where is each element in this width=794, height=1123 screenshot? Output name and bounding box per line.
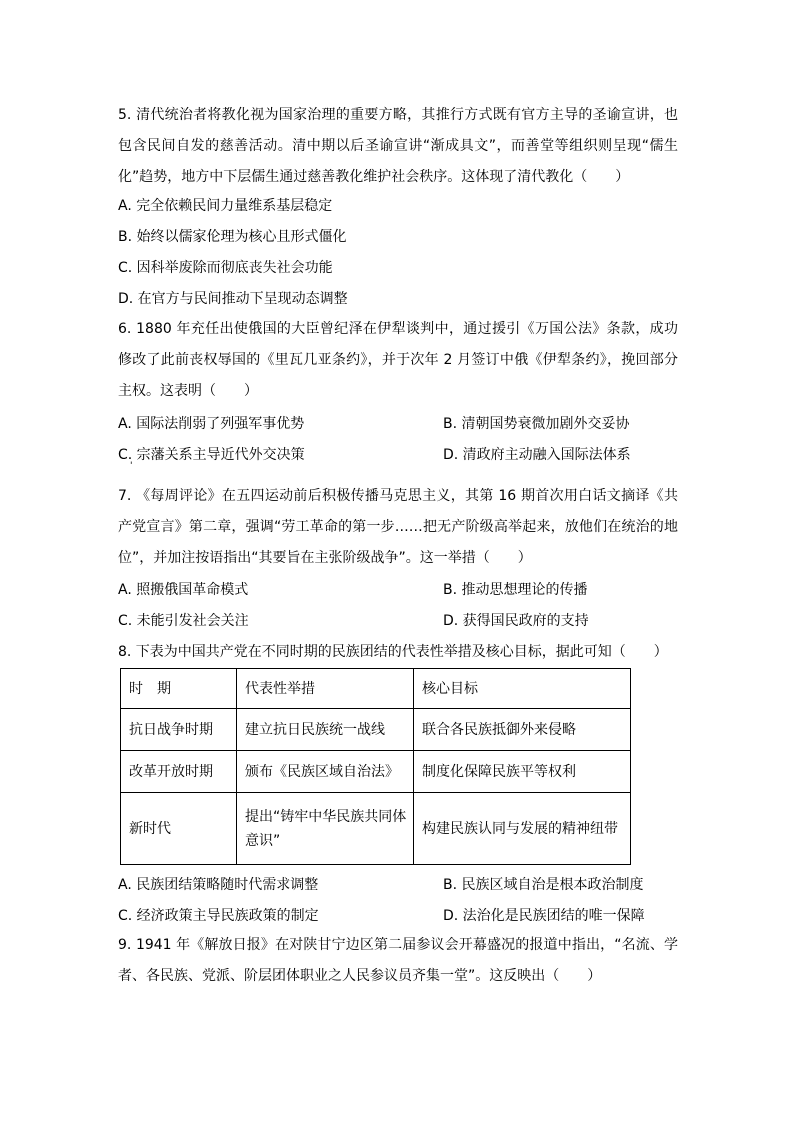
question-6-option-c: C. 宗藩关系主导近代外交决策 — [118, 447, 305, 463]
question-8-stem: 8. 下表为中国共产党在不同时期的民族团结的代表性举措及核心目标，据此可知（ ） — [118, 644, 668, 660]
question-8-option-d: D. 法治化是民族团结的唯一保障 — [443, 908, 645, 924]
table-header-row — [121, 669, 631, 709]
question-7-stem: 7. 《每周评论》在五四运动前后积极传播马克思主义，其第 16 期首次用白话文摘译《共产党宣言》第二章，强调“劳工革命的第一步……把无产阶级高举起来，放他们在统治的地位”，并加注按语指出“其要旨在主张阶级战争”。这一举措（ ） — [118, 488, 678, 566]
question-5-option-a: A. 完全依赖民间力量维系基层稳定 — [118, 198, 333, 214]
table-cell: 制度化保障民族平等权利 — [414, 751, 631, 793]
question-7-option-b: B. 推动思想理论的传播 — [443, 582, 588, 598]
table-row — [121, 793, 631, 865]
table-row — [121, 751, 631, 793]
question-6-option-b: B. 清朝国势衰微加剧外交妥协 — [443, 416, 630, 432]
policy-table — [120, 668, 631, 865]
table-cell: 提出“铸牢中华民族共同体意识” — [237, 793, 414, 865]
stray-mark: ' — [130, 461, 133, 471]
table-header-cell: 时 期 — [121, 669, 237, 709]
question-5-option-d: D. 在官方与民间推动下呈现动态调整 — [118, 291, 348, 307]
question-7-option-a: A. 照搬俄国革命模式 — [118, 582, 249, 598]
question-5-option-b: B. 始终以儒家伦理为核心且形式僵化 — [118, 229, 347, 245]
question-8-option-c: C. 经济政策主导民族政策的制定 — [118, 908, 319, 924]
table-header-cell: 代表性举措 — [237, 669, 414, 709]
question-5-option-c: C. 因科举废除而彻底丧失社会功能 — [118, 260, 333, 276]
question-6-stem: 6. 1880 年充任出使俄国的大臣曾纪泽在伊犁谈判中，通过援引《万国公法》条款，成功修改了此前丧权辱国的《里瓦几亚条约》，并于次年 2 月签订中俄《伊犁条约》，挽回部分主权。这表明（ ） — [118, 321, 678, 399]
question-8-option-b: B. 民族区域自治是根本政治制度 — [443, 877, 644, 893]
table-cell: 建立抗日民族统一战线 — [237, 709, 414, 751]
question-7-option-c: C. 未能引发社会关注 — [118, 613, 249, 629]
table-cell: 联合各民族抵御外来侵略 — [414, 709, 631, 751]
table-cell: 颁布《民族区域自治法》 — [237, 751, 414, 793]
question-7-option-d: D. 获得国民政府的支持 — [443, 613, 589, 629]
table-cell: 改革开放时期 — [121, 751, 237, 793]
question-5-stem: 5. 清代统治者将教化视为国家治理的重要方略，其推行方式既有官方主导的圣谕宣讲，也包含民间自发的慈善活动。清中期以后圣谕宣讲“渐成具文”，而善堂等组织则呈现“儒生化”趋势，地方中下层儒生通过慈善教化维护社会秩序。这体现了清代教化（ ） — [118, 107, 678, 185]
table-cell: 构建民族认同与发展的精神纽带 — [414, 793, 631, 865]
question-6-option-d: D. 清政府主动融入国际法体系 — [443, 447, 631, 463]
table-header-cell: 核心目标 — [414, 669, 631, 709]
table-row — [121, 709, 631, 751]
table-cell: 抗日战争时期 — [121, 709, 237, 751]
question-8-option-a: A. 民族团结策略随时代需求调整 — [118, 877, 319, 893]
question-9-stem: 9. 1941 年《解放日报》在对陕甘宁边区第二届参议会开幕盛况的报道中指出，“名流、学者、各民族、党派、阶层团体职业之人民参议员齐集一堂”。这反映出（ ） — [118, 937, 678, 984]
question-6-option-a: A. 国际法削弱了列强军事优势 — [118, 416, 305, 432]
table-cell: 新时代 — [121, 793, 237, 865]
